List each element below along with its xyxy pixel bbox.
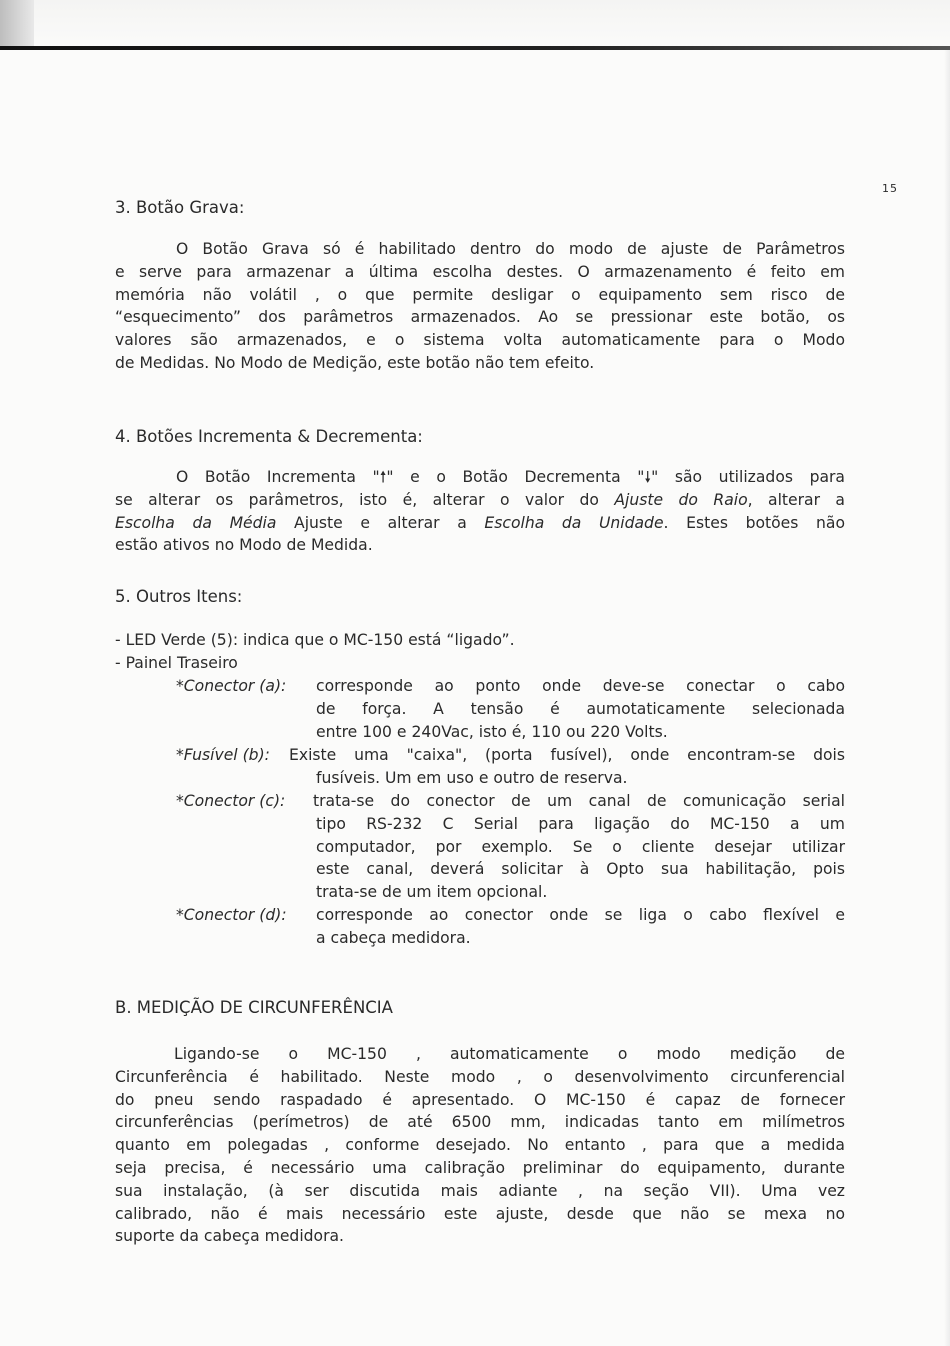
section-4-line-3-a: Ajuste e alterar a	[276, 513, 485, 532]
painel-traseiro-item: - Painel Traseiro	[115, 653, 238, 672]
section-3-line-3: memória não volátil , o que permite desligar o equipamento sem risco de	[115, 285, 845, 304]
section-3-line-5: valores são armazenados, e o sistema volta automaticamente para o Modo	[115, 331, 845, 350]
page-number: 15	[882, 182, 898, 195]
section-3-line-2: e serve para armazenar a última escolha destes. O armazenamento é feito em	[115, 262, 845, 281]
section-b-line-6: seja precisa, é necessário uma calibração preliminar do equipamento, durante	[115, 1158, 845, 1177]
section-b-line-8: calibrado, não é mais necessário este ajuste, desde que não se mexa no	[115, 1204, 845, 1223]
section-5-list	[115, 629, 845, 675]
conector-d-label: *Conector (d):	[176, 906, 287, 924]
conector-c-line-3: computador, por exemplo. Se o cliente desejar utilizar	[316, 837, 845, 856]
section-b-line-3: do pneu sendo raspadado é apresentado. O MC-150 é capaz de fornecer	[115, 1090, 845, 1109]
section-b-line-5: quanto em polegadas , conforme desejado. No entanto , para que a medida	[115, 1136, 845, 1155]
section-4-line-3	[115, 512, 845, 535]
conector-c-line-2: tipo RS-232 C Serial para ligação do MC-150 a um	[316, 814, 845, 833]
section-5-heading: 5. Outros Itens:	[115, 587, 243, 606]
section-b-line-2: Circunferência é habilitado. Neste modo , o desenvolvimento circunferencial	[115, 1067, 845, 1086]
scan-right-edge	[944, 50, 950, 1346]
section-4-line-2-a: se alterar os parâmetros, isto é, alterar o valor do	[115, 490, 615, 509]
conector-a-label: *Conector (a):	[176, 677, 287, 695]
conector-a-line-1: corresponde ao ponto onde deve-se conectar o cabo	[316, 677, 845, 695]
conector-c-line-1: trata-se do conector de um canal de comunicação serial	[313, 792, 845, 810]
section-4-line-1: O Botão Incrementa "🠕" e o Botão Decrementa "🠗" são utilizados para	[176, 468, 845, 486]
section-3-body	[115, 238, 845, 375]
section-4-line-4: estão ativos no Modo de Medida.	[115, 536, 373, 555]
conector-c-line-5: trata-se de um item opcional.	[316, 883, 548, 902]
escolha-da-media-term: Escolha da Média	[115, 513, 277, 532]
section-b-body	[115, 1043, 845, 1248]
scan-top-margin	[0, 0, 950, 48]
section-3-line-4: “esquecimento” dos parâmetros armazenados. Ao se pressionar este botão, os	[115, 308, 845, 327]
section-3-line-1: O Botão Grava só é habilitado dentro do modo de ajuste de Parâmetros	[176, 240, 845, 258]
section-b-line-7: sua instalação, (à ser discutida mais adiante , na seção VII). Uma vez	[115, 1181, 845, 1200]
conector-c-label: *Conector (c):	[176, 792, 286, 810]
section-b-line-9: suporte da cabeça medidora.	[115, 1227, 345, 1246]
scan-top-rule	[0, 46, 950, 50]
section-4-line-2	[115, 489, 845, 512]
section-4-body	[115, 466, 845, 557]
section-4-line-2-b: , alterar a	[747, 490, 845, 509]
led-verde-item: - LED Verde (5): indica que o MC-150 está “ligado”.	[115, 631, 515, 649]
section-3-heading: 3. Botão Grava:	[115, 198, 245, 217]
conector-a-line-2: de força. A tensão é aumotaticamente selecionada	[316, 699, 845, 718]
section-b-heading: B. MEDIÇÃO DE CIRCUNFERÊNCIA	[115, 998, 393, 1017]
conector-c-line-4: este canal, deverá solicitar à Opto sua habilitação, pois	[316, 860, 845, 879]
section-4-line-3-b: . Estes botões não	[663, 513, 845, 532]
fusivel-b-line-2: fusíveis. Um em uso e outro de reserva.	[316, 768, 628, 787]
section-b-line-4: circunferências (perímetros) de até 6500 mm, indicadas tanto em milímetros	[115, 1113, 845, 1132]
conector-d-line-2: a cabeça medidora.	[316, 928, 471, 947]
fusivel-b-line-1: Existe uma "caixa", (porta fusível), onde encontram-se dois	[289, 746, 845, 764]
escolha-da-unidade-term: Escolha da Unidade	[484, 513, 664, 532]
fusivel-b-label: *Fusível (b):	[176, 746, 270, 764]
section-3-line-6: de Medidas. No Modo de Medição, este botão não tem efeito.	[115, 353, 595, 372]
section-b-line-1: Ligando-se o MC-150 , automaticamente o modo medição de	[174, 1045, 845, 1063]
ajuste-do-raio-term: Ajuste do Raio	[614, 490, 748, 509]
section-4-heading: 4. Botões Incrementa & Decrementa:	[115, 427, 423, 446]
conector-a-line-3: entre 100 e 240Vac, isto é, 110 ou 220 Volts.	[316, 722, 668, 741]
scan-corner-shadow	[0, 0, 34, 48]
conector-d-line-1: corresponde ao conector onde se liga o cabo flexível e	[316, 906, 845, 924]
